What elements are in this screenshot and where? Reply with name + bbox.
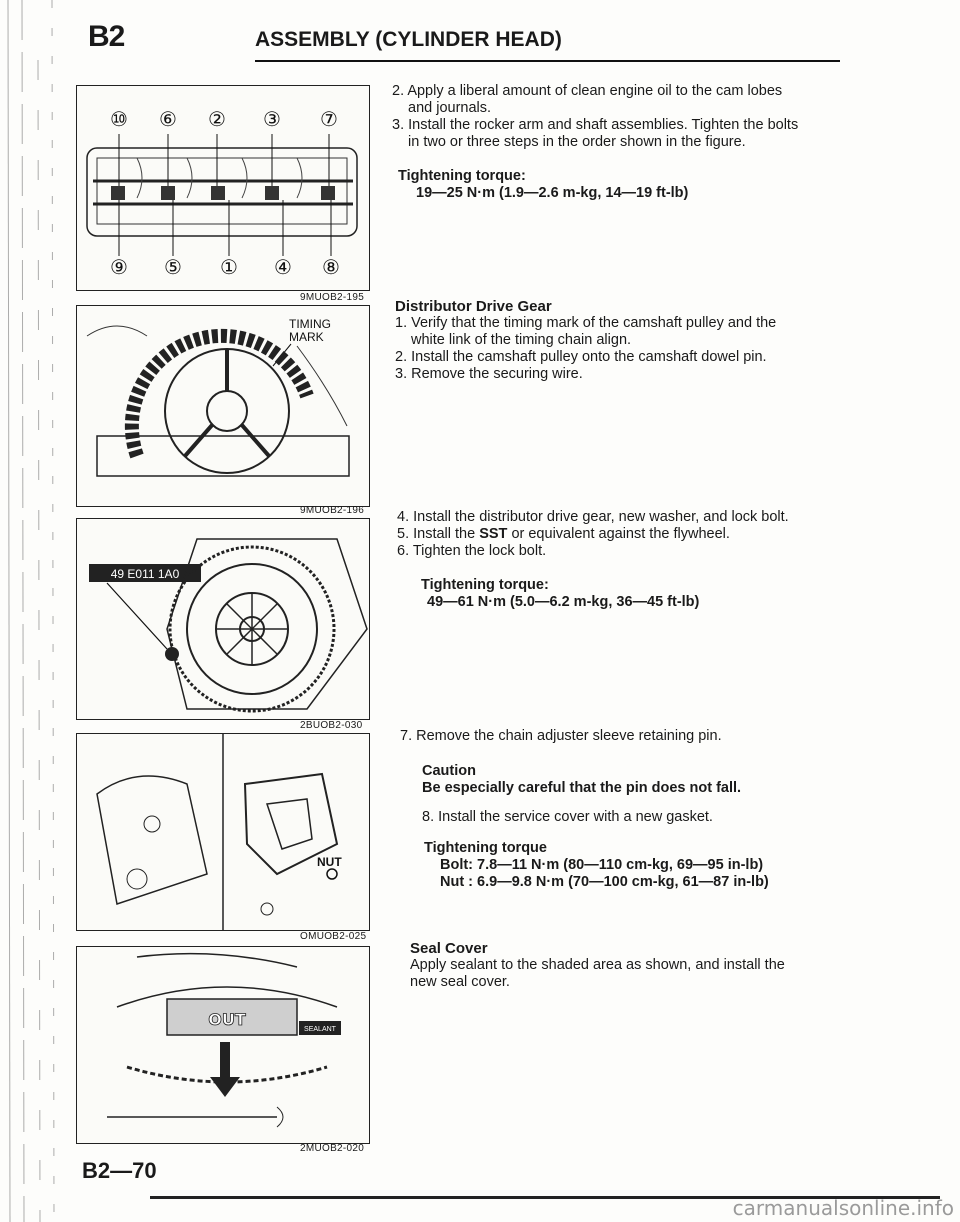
- sealant-tag: SEALANT: [304, 1026, 336, 1033]
- service-cover-diagram: [77, 734, 369, 930]
- step-8: 8. Install the service cover with a new gasket.: [422, 809, 713, 825]
- step-2-cont: and journals.: [408, 100, 492, 116]
- callout-6: ⑥: [159, 107, 177, 131]
- seal-line-2: new seal cover.: [410, 974, 510, 990]
- step-5-pre: 5. Install the: [397, 526, 480, 542]
- block-distributor-gear: [395, 298, 835, 383]
- callout-4: ④: [274, 255, 292, 279]
- figure-flywheel-sst: [76, 518, 370, 720]
- torque-bolt: Bolt: 7.8—11 N·m (80—110 cm-kg, 69—95 in-lb): [440, 857, 764, 873]
- timing-mark-label-1: TIMING: [289, 317, 331, 331]
- callout-10: ⑩: [110, 107, 128, 131]
- step-5-post: or equivalent against the flywheel.: [507, 526, 730, 542]
- figure-rocker-arm-order: [76, 85, 370, 291]
- timing-chain: [132, 336, 307, 456]
- nut-label: NUT: [317, 855, 342, 869]
- camshaft-pulley-diagram: [77, 306, 369, 506]
- torque-value: 49—61 N·m (5.0—6.2 m-kg, 36—45 ft-lb): [427, 594, 700, 610]
- callout-7: ⑦: [320, 107, 338, 131]
- callout-2: ②: [208, 107, 226, 131]
- callout-1: ①: [220, 255, 238, 279]
- seal-cover-diagram: [77, 947, 369, 1143]
- torque-label: Tightening torque: [424, 840, 547, 856]
- sst-number: 49 E011 1A0: [110, 567, 180, 581]
- block-drive-gear-install: [397, 509, 847, 611]
- figure-service-cover: [76, 733, 370, 931]
- figure-code-3: 2BUOB2-030: [300, 720, 363, 731]
- figure-code-4: OMUOB2-025: [300, 931, 367, 942]
- figure-code-5: 2MUOB2-020: [300, 1143, 365, 1154]
- flywheel-diagram: [77, 519, 369, 719]
- rocker-arm-diagram: [77, 86, 369, 290]
- step-7: 7. Remove the chain adjuster sleeve retaining pin.: [400, 728, 722, 744]
- step-2: 2. Install the camshaft pulley onto the camshaft dowel pin.: [395, 349, 767, 365]
- torque-label: Tightening torque:: [421, 577, 549, 593]
- page-number: B2—70: [82, 1158, 157, 1183]
- step-2: 2. Apply a liberal amount of clean engine oil to the cam lobes: [392, 83, 783, 99]
- step-1: 1. Verify that the timing mark of the camshaft pulley and the: [395, 315, 777, 331]
- step-5: [397, 526, 847, 543]
- step-3: 3. Remove the securing wire.: [395, 366, 583, 382]
- timing-mark-label-2: MARK: [289, 330, 324, 344]
- step-1-cont: white link of the timing chain align.: [411, 332, 632, 348]
- out-label: OUT: [208, 1010, 246, 1029]
- caution-text: Be especially careful that the pin does not fall.: [422, 780, 742, 796]
- seal-line-1: Apply sealant to the shaded area as shown, and install the: [410, 957, 785, 973]
- callout-9: ⑨: [110, 255, 128, 279]
- page-title: ASSEMBLY (CYLINDER HEAD): [255, 28, 562, 51]
- step-6: 6. Tighten the lock bolt.: [397, 543, 547, 559]
- step-3: 3. Install the rocker arm and shaft assemblies. Tighten the bolts: [392, 117, 799, 133]
- torque-nut: Nut : 6.9—9.8 N·m (70—100 cm-kg, 61—87 in-lb): [440, 874, 769, 890]
- figure-timing-mark: [76, 305, 370, 507]
- callout-8: ⑧: [322, 255, 340, 279]
- block-rocker-arm: [392, 83, 832, 202]
- figure-seal-cover: [76, 946, 370, 1144]
- section-id: B2: [88, 20, 125, 53]
- caution-label: Caution: [422, 763, 476, 779]
- step-3-cont: in two or three steps in the order shown in the figure.: [408, 134, 746, 150]
- binding-margin: [0, 0, 60, 1222]
- watermark-url: carmanualsonline.info: [732, 1196, 954, 1220]
- figure-code-2: 9MUOB2-196: [300, 505, 365, 516]
- section-heading: Distributor Drive Gear: [395, 298, 552, 315]
- torque-value: 19—25 N·m (1.9—2.6 m-kg, 14—19 ft-lb): [416, 185, 689, 201]
- install-arrow: [210, 1077, 240, 1097]
- block-service-cover: [400, 728, 850, 891]
- figure-code-1: 9MUOB2-195: [300, 292, 365, 303]
- torque-label: Tightening torque:: [398, 168, 526, 184]
- header-rule: [255, 60, 840, 62]
- sst-term: SST: [479, 526, 508, 542]
- callout-3: ③: [263, 107, 281, 131]
- block-seal-cover: [410, 940, 860, 991]
- step-4: 4. Install the distributor drive gear, new washer, and lock bolt.: [397, 509, 789, 525]
- callout-5: ⑤: [164, 255, 182, 279]
- section-heading: Seal Cover: [410, 940, 488, 957]
